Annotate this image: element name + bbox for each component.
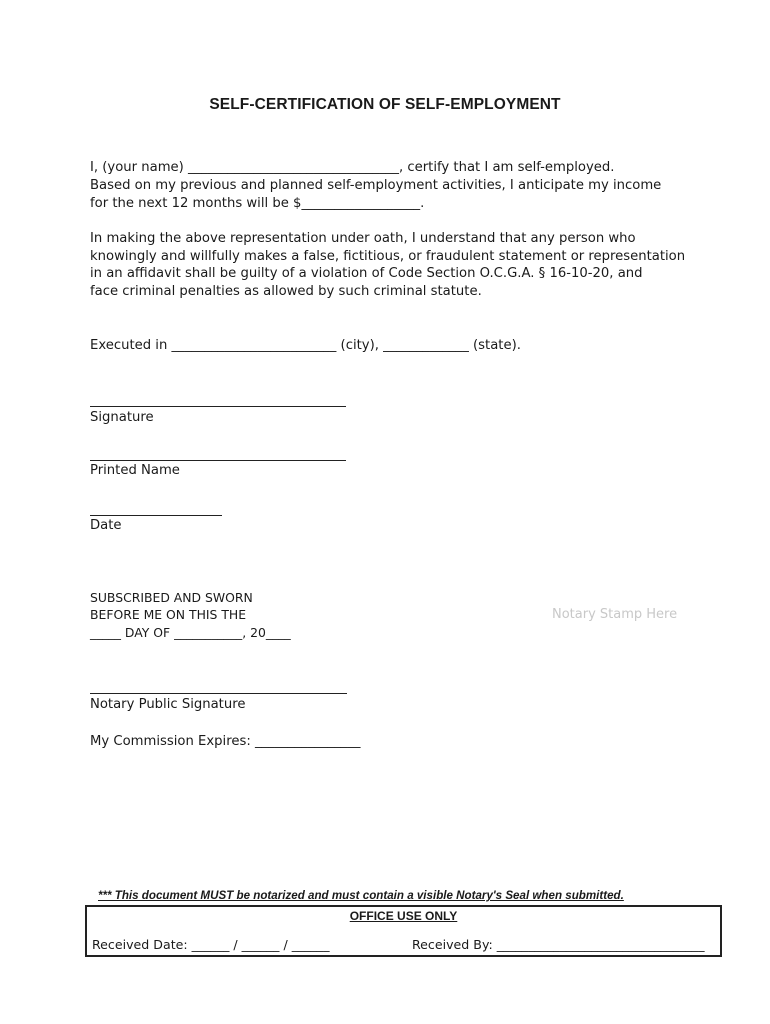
date-label: Date bbox=[90, 518, 122, 533]
income-paragraph-line-2: Based on my previous and planned self-employment activities, I anticipate my income bbox=[90, 178, 662, 193]
signature-label: Signature bbox=[90, 410, 154, 425]
date-line[interactable] bbox=[90, 515, 222, 516]
office-use-box bbox=[85, 905, 722, 957]
printed-name-label: Printed Name bbox=[90, 463, 180, 478]
notarization-notice: *** This document MUST be notarized and must contain a visible Notary's Seal when submitted. bbox=[98, 889, 624, 902]
received-date-field[interactable]: Received Date: ______ / ______ / ______ bbox=[92, 937, 330, 952]
received-by-field[interactable]: Received By: _________________________________ bbox=[412, 937, 705, 952]
signature-line[interactable] bbox=[90, 406, 346, 407]
oath-paragraph-line-3: in an affidavit shall be guilty of a violation of Code Section O.C.G.A. § 16-10-20, and bbox=[90, 266, 643, 281]
income-paragraph-line-3: for the next 12 months will be $__________________. bbox=[90, 196, 425, 211]
notary-signature-label: Notary Public Signature bbox=[90, 697, 246, 712]
notary-stamp-placeholder: Notary Stamp Here bbox=[552, 607, 678, 622]
document-title: SELF-CERTIFICATION OF SELF-EMPLOYMENT bbox=[209, 96, 561, 113]
income-paragraph-line-1: I, (your name) ________________________________, certify that I am self-employed. bbox=[90, 160, 615, 175]
sworn-date-line[interactable]: _____ DAY OF ___________, 20____ bbox=[90, 625, 291, 640]
sworn-line-2: BEFORE ME ON THIS THE bbox=[90, 607, 247, 622]
oath-paragraph-line-4: face criminal penalties as allowed by such criminal statute. bbox=[90, 284, 482, 299]
executed-in-line[interactable]: Executed in _________________________ (city), _____________ (state). bbox=[90, 338, 521, 353]
printed-name-line[interactable] bbox=[90, 460, 346, 461]
oath-paragraph-line-2: knowingly and willfully makes a false, fictitious, or fraudulent statement or representation bbox=[90, 249, 686, 264]
notary-signature-line[interactable] bbox=[90, 693, 347, 694]
commission-expires-line[interactable]: My Commission Expires: ________________ bbox=[90, 734, 361, 749]
sworn-line-1: SUBSCRIBED AND SWORN bbox=[90, 590, 253, 605]
oath-paragraph-line-1: In making the above representation under oath, I understand that any person who bbox=[90, 231, 636, 246]
office-use-title: OFFICE USE ONLY bbox=[349, 909, 458, 923]
